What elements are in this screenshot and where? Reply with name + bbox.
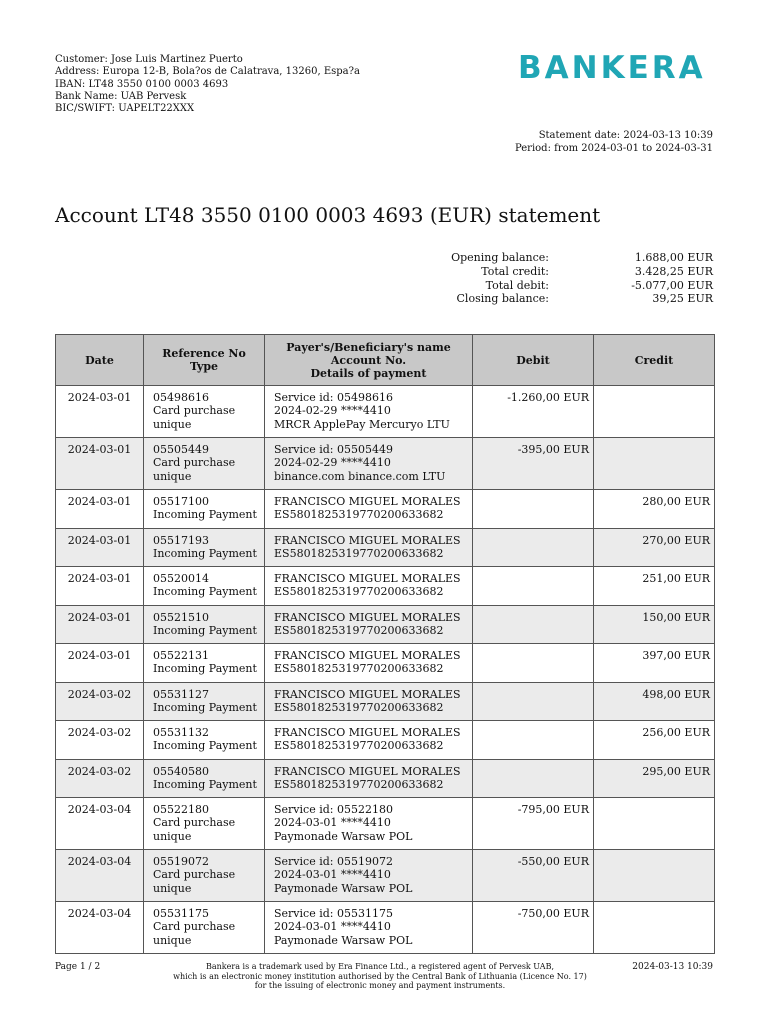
cell-details: Service id: 05519072 2024-03-01 ****4410 Paymonade Warsaw POL — [265, 850, 473, 902]
cell-debit — [473, 567, 594, 606]
cell-details: FRANCISCO MIGUEL MORALES ES5801825319770200633682 — [265, 682, 473, 721]
total-debit-label: Total debit: — [485, 278, 549, 292]
cell-reference: 05517100 Incoming Payment — [144, 490, 265, 529]
cell-date: 2024-03-01 — [56, 605, 144, 644]
page-number: Page 1 / 2 — [55, 962, 101, 972]
cell-date: 2024-03-02 — [56, 721, 144, 760]
cell-reference: 05505449 Card purchase unique — [144, 438, 265, 490]
cell-debit — [473, 528, 594, 567]
cell-credit — [594, 902, 715, 954]
cell-credit: 251,00 EUR — [594, 567, 715, 606]
cell-reference: 05522180 Card purchase unique — [144, 798, 265, 850]
cell-debit — [473, 605, 594, 644]
table-row — [56, 798, 715, 850]
cell-reference: 05517193 Incoming Payment — [144, 528, 265, 567]
cell-date: 2024-03-01 — [56, 528, 144, 567]
page-title: Account LT48 3550 0100 0003 4693 (EUR) statement — [55, 203, 601, 227]
customer-name: Customer: Jose Luis Martinez Puerto — [55, 54, 243, 65]
closing-balance-row — [420, 292, 713, 306]
total-credit-row — [420, 265, 713, 279]
cell-date: 2024-03-04 — [56, 798, 144, 850]
table-row — [56, 605, 715, 644]
cell-date: 2024-03-01 — [56, 644, 144, 683]
table-row — [56, 528, 715, 567]
cell-debit — [473, 490, 594, 529]
total-credit-label: Total credit: — [481, 264, 549, 278]
cell-credit: 498,00 EUR — [594, 682, 715, 721]
table-row — [56, 682, 715, 721]
cell-credit — [594, 438, 715, 490]
customer-iban: IBAN: LT48 3550 0100 0003 4693 — [55, 78, 229, 90]
cell-reference: 05531175 Card purchase unique — [144, 902, 265, 954]
legal-notice: Bankera is a trademark used by Era Finance Ltd., a registered agent of Pervesk UAB, which is an electronic money institution authorised by the Central Bank of Lithuania (Licence No. 17) for the issuing of electronic money and payment instruments. — [173, 962, 587, 990]
cell-reference: 05522131 Incoming Payment — [144, 644, 265, 683]
header-reference: Reference No Type — [144, 335, 265, 386]
cell-details: FRANCISCO MIGUEL MORALES ES5801825319770200633682 — [265, 605, 473, 644]
balance-summary — [420, 251, 713, 306]
opening-balance-value: 1.688,00 EUR — [634, 251, 713, 264]
cell-credit: 280,00 EUR — [594, 490, 715, 529]
total-credit-value: 3.428,25 EUR — [634, 264, 713, 278]
header-credit: Credit — [594, 335, 715, 386]
cell-debit: -395,00 EUR — [473, 438, 594, 490]
cell-date: 2024-03-02 — [56, 759, 144, 798]
table-header-row — [56, 335, 715, 386]
bic-swift: BIC/SWIFT: UAPELT22XXX — [55, 103, 195, 115]
cell-details: Service id: 05522180 2024-03-01 ****4410 Paymonade Warsaw POL — [265, 798, 473, 850]
cell-debit — [473, 759, 594, 798]
cell-details: FRANCISCO MIGUEL MORALES ES5801825319770200633682 — [265, 721, 473, 760]
closing-balance-label: Closing balance: — [456, 292, 549, 306]
cell-reference: 05521510 Incoming Payment — [144, 605, 265, 644]
table-row — [56, 438, 715, 490]
cell-details: FRANCISCO MIGUEL MORALES ES5801825319770200633682 — [265, 528, 473, 567]
cell-date: 2024-03-01 — [56, 567, 144, 606]
cell-details: Service id: 05498616 2024-02-29 ****4410 MRCR ApplePay Mercuryo LTU — [265, 386, 473, 438]
transactions-table — [55, 334, 715, 954]
statement-meta — [515, 129, 713, 155]
cell-details: Service id: 05505449 2024-02-29 ****4410 binance.com binance.com LTU — [265, 438, 473, 490]
customer-address: Address: Europa 12-B, Bola?os de Calatrava, 13260, Espa?a — [55, 66, 360, 78]
cell-date: 2024-03-04 — [56, 850, 144, 902]
cell-credit: 270,00 EUR — [594, 528, 715, 567]
cell-reference: 05519072 Card purchase unique — [144, 850, 265, 902]
statement-date: Statement date: 2024-03-13 10:39 — [538, 130, 713, 141]
cell-debit — [473, 644, 594, 683]
table-row — [56, 850, 715, 902]
table-row — [56, 759, 715, 798]
cell-details: FRANCISCO MIGUEL MORALES ES5801825319770200633682 — [265, 490, 473, 529]
cell-credit: 256,00 EUR — [594, 721, 715, 760]
cell-debit: -795,00 EUR — [473, 798, 594, 850]
table-row — [56, 902, 715, 954]
header-date: Date — [56, 335, 144, 386]
table-row — [56, 721, 715, 760]
cell-debit: -1.260,00 EUR — [473, 386, 594, 438]
cell-reference: 05540580 Incoming Payment — [144, 759, 265, 798]
opening-balance-row — [420, 251, 713, 265]
cell-credit: 150,00 EUR — [594, 605, 715, 644]
cell-credit — [594, 798, 715, 850]
cell-debit: -550,00 EUR — [473, 850, 594, 902]
cell-reference: 05498616 Card purchase unique — [144, 386, 265, 438]
table-row — [56, 490, 715, 529]
cell-debit — [473, 682, 594, 721]
total-debit-row — [420, 279, 713, 293]
cell-reference: 05531127 Incoming Payment — [144, 682, 265, 721]
cell-reference: 05531132 Incoming Payment — [144, 721, 265, 760]
closing-balance-value: 39,25 EUR — [652, 292, 713, 306]
cell-details: FRANCISCO MIGUEL MORALES ES5801825319770200633682 — [265, 567, 473, 606]
cell-details: Service id: 05531175 2024-03-01 ****4410 Paymonade Warsaw POL — [265, 902, 473, 954]
cell-credit: 397,00 EUR — [594, 644, 715, 683]
table-row — [56, 567, 715, 606]
cell-reference: 05520014 Incoming Payment — [144, 567, 265, 606]
cell-date: 2024-03-01 — [56, 490, 144, 529]
header-debit: Debit — [473, 335, 594, 386]
cell-details: FRANCISCO MIGUEL MORALES ES5801825319770200633682 — [265, 759, 473, 798]
bankera-logo: BANKERA — [518, 50, 706, 86]
opening-balance-label: Opening balance: — [451, 251, 549, 264]
cell-credit: 295,00 EUR — [594, 759, 715, 798]
cell-debit: -750,00 EUR — [473, 902, 594, 954]
table-row — [56, 644, 715, 683]
cell-date: 2024-03-04 — [56, 902, 144, 954]
cell-debit — [473, 721, 594, 760]
bank-name: Bank Name: UAB Pervesk — [55, 90, 187, 102]
table-row — [56, 386, 715, 438]
cell-date: 2024-03-01 — [56, 438, 144, 490]
statement-period: Period: from 2024-03-01 to 2024-03-31 — [514, 143, 713, 154]
cell-date: 2024-03-02 — [56, 682, 144, 721]
cell-credit — [594, 386, 715, 438]
cell-details: FRANCISCO MIGUEL MORALES ES5801825319770200633682 — [265, 644, 473, 683]
cell-credit — [594, 850, 715, 902]
total-debit-value: -5.077,00 EUR — [631, 278, 713, 292]
cell-date: 2024-03-01 — [56, 386, 144, 438]
header-payer: Payer's/Beneficiary's name Account No. Details of payment — [265, 335, 473, 386]
footer-timestamp: 2024-03-13 10:39 — [632, 962, 713, 972]
customer-info — [55, 54, 360, 115]
